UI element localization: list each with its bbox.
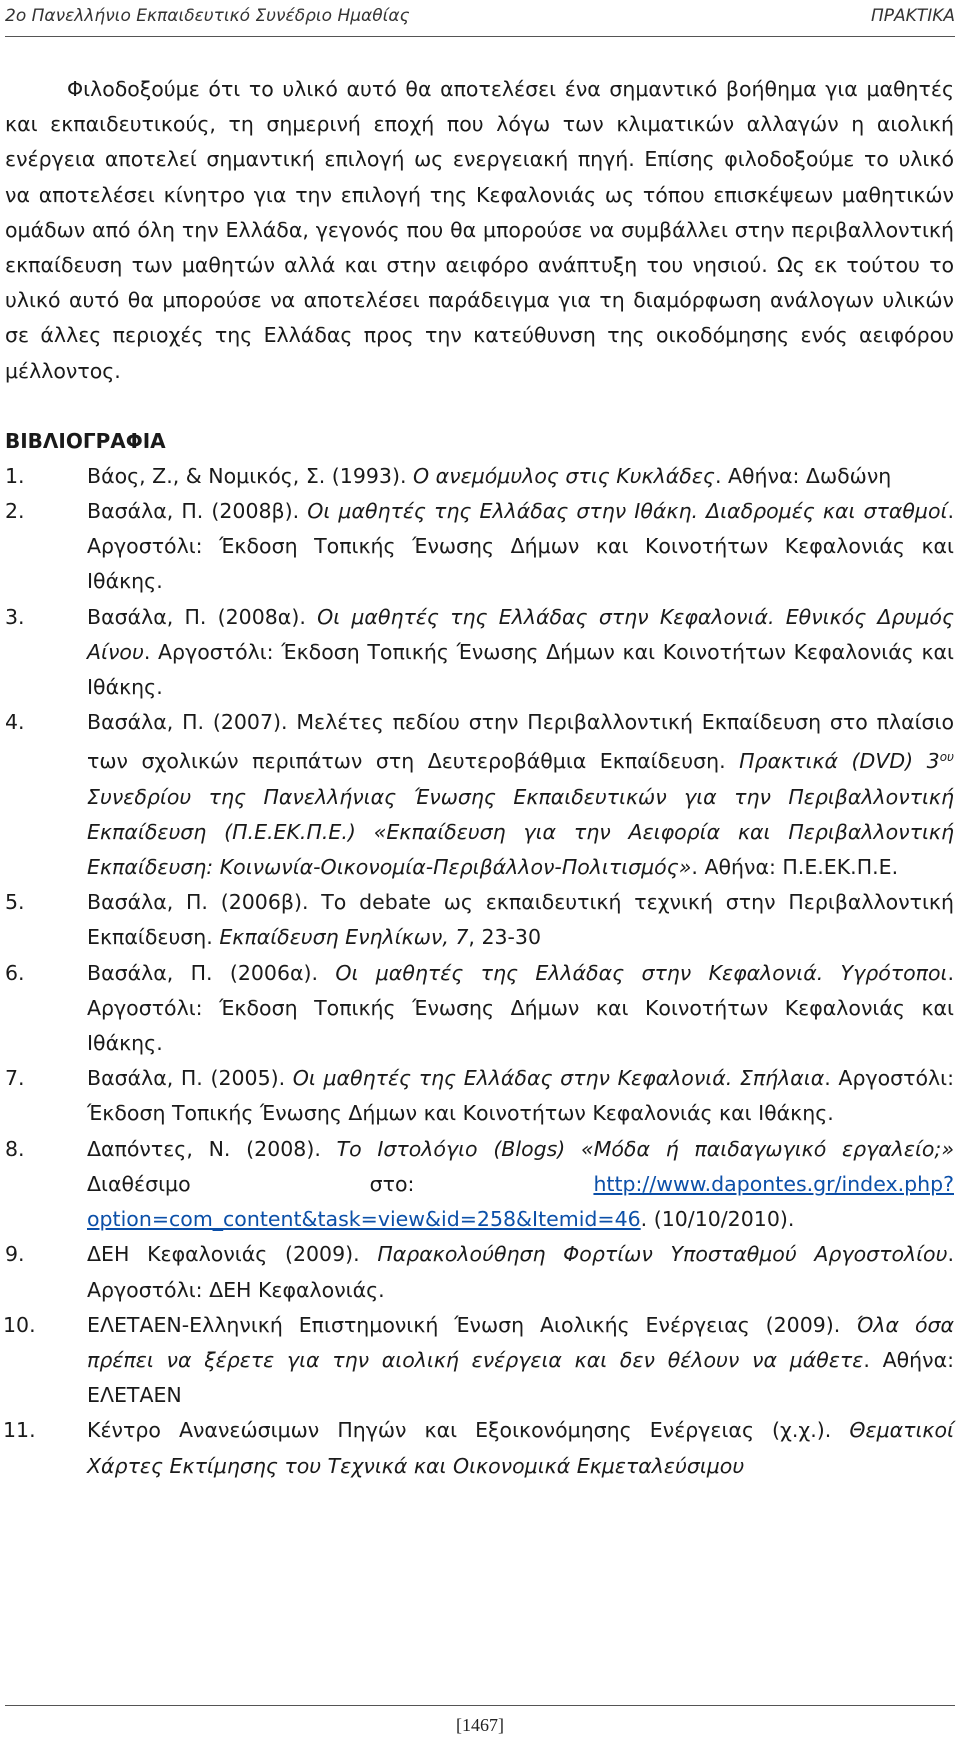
reference-item: 1. Βάος, Ζ., & Νομικός, Σ. (1993). Ο ανεμόμυλος στις Κυκλάδες. Αθήνα: Δωδώνη xyxy=(5,459,954,494)
reference-list xyxy=(5,459,954,1484)
reference-item: 6. Βασάλα, Π. (2006α). Οι μαθητές της Ελλάδας στην Κεφαλονιά. Υγρότοποι. Αργοστόλι: Έκδοση Τοπικής Ένωσης Δήμων και Κοινοτήτων Κεφαλονιάς και Ιθάκης. xyxy=(5,956,954,1062)
reference-number: 2. xyxy=(5,499,25,524)
reference-number: 4. xyxy=(5,710,25,735)
reference-item: 4. Βασάλα, Π. (2007). Μελέτες πεδίου στην Περιβαλλοντική Εκπαίδευση στο πλαίσιο των σχολικών περιπάτων στη Δευτεροβάθμια Εκπαίδευση. Πρακτικά (DVD) $3^{o\upsilon}$ Συνεδρίου της Πανελλήνιας Ένωσης Εκπαιδευτικών για την Περιβαλλοντική Εκπαίδευση (Π.Ε.ΕΚ.Π.Ε.) «Εκπαίδευση για την Αειφορία και Περιβαλλοντική Εκπαίδευση: Κοινωνία-Οικονομία-Περιβάλλον-Πολιτισμός». Αθήνα: Π.Ε.ΕΚ.Π.Ε. xyxy=(5,705,954,885)
reference-number: 10. xyxy=(3,1312,36,1337)
footer-divider xyxy=(5,1705,955,1706)
reference-number: 11. xyxy=(3,1418,36,1443)
reference-number: 7. xyxy=(5,1066,25,1091)
reference-url-link[interactable]: http://www.dapontes.gr/index.php?option=com_content&task=view&id=258&Itemid=46 xyxy=(87,1171,954,1232)
page-header xyxy=(5,0,955,37)
reference-item: 9. ΔΕΗ Κεφαλονιάς (2009). Παρακολούθηση Φορτίων Υποσταθμού Αργοστολίου. Αργοστόλι: ΔΕΗ Κεφαλονιάς. xyxy=(5,1237,954,1307)
reference-item: 11. Κέντρο Ανανεώσιμων Πηγών και Εξοικονόμησης Ενέργειας (χ.χ.). Θεματικοί Χάρτες Εκτίμησης του Τεχνικά και Οικονομικά Εκμεταλεύσιμου xyxy=(5,1413,954,1483)
reference-number: 3. xyxy=(5,604,25,629)
reference-item: 7. Βασάλα, Π. (2005). Οι μαθητές της Ελλάδας στην Κεφαλονιά. Σπήλαια. Αργοστόλι: Έκδοση Τοπικής Ένωσης Δήμων και Κοινοτήτων Κεφαλονιάς και Ιθάκης. xyxy=(5,1061,954,1131)
page-content xyxy=(5,72,954,1484)
bibliography-heading: ΒΙΒΛΙΟΓΡΑΦΙΑ xyxy=(5,428,166,453)
conference-title: 2ο Πανελλήνιο Εκπαιδευτικό Συνέδριο Ημαθίας xyxy=(5,6,410,26)
reference-item: 2. Βασάλα, Π. (2008β). Οι μαθητές της Ελλάδας στην Ιθάκη. Διαδρομές και σταθμοί. Αργοστόλι: Έκδοση Τοπικής Ένωσης Δήμων και Κοινοτήτων Κεφαλονιάς και Ιθάκης. xyxy=(5,494,954,600)
reference-number: 1. xyxy=(5,463,25,488)
reference-item: 3. Βασάλα, Π. (2008α). Οι μαθητές της Ελλάδας στην Κεφαλονιά. Εθνικός Δρυμός Αίνου. Αργοστόλι: Έκδοση Τοπικής Ένωσης Δήμων και Κοινοτήτων Κεφαλονιάς και Ιθάκης. xyxy=(5,600,954,706)
reference-item: 10. ΕΛΕΤΑΕΝ-Ελληνική Επιστημονική Ένωση Αιολικής Ενέργειας (2009). Όλα όσα πρέπει να ξέρετε για την αιολική ενέργεια και δεν θέλουν να μάθετε. Αθήνα: ΕΛΕΤΑΕΝ xyxy=(5,1308,954,1414)
page-number: [1467] xyxy=(456,1715,504,1735)
reference-number: 5. xyxy=(5,890,25,915)
reference-item: 5. Βασάλα, Π. (2006β). Το debate ως εκπαιδευτική τεχνική στην Περιβαλλοντική Εκπαίδευση. Εκπαίδευση Ενηλίκων, 7, 23-30 xyxy=(5,885,954,955)
section-label: ΠΡΑΚΤΙΚΑ xyxy=(871,6,955,26)
reference-item: 8. Δαπόντες, Ν. (2008). Το Ιστολόγιο (Blogs) «Μόδα ή παιδαγωγικό εργαλείο;» Διαθέσιμο στο: http://www.dapontes.gr/index.php?option=com_content&task=view&id=258&Itemid=46. (10/10/2010). xyxy=(5,1132,954,1238)
reference-number: 8. xyxy=(5,1136,25,1161)
reference-number: 9. xyxy=(5,1242,25,1267)
body-paragraph: Φιλοδοξούμε ότι το υλικό αυτό θα αποτελέσει ένα σημαντικό βοήθημα για μαθητές και εκπαιδευτικούς, τη σημερινή εποχή που λόγω των κλιματικών αλλαγών η αιολική ενέργεια αποτελεί σημαντική επιλογή ως ενεργειακή πηγή. Επίσης φιλοδοξούμε το υλικό να αποτελέσει κίνητρο για την επιλογή της Κεφαλονιάς ως τόπου επισκέψεων μαθητικών ομάδων από όλη την Ελλάδα, γεγονός που θα μπορούσε να συμβάλλει στην περιβαλλοντική εκπαίδευση των μαθητών αλλά και στην αειφόρο ανάπτυξη του νησιού. Ως εκ τούτου το υλικό αυτό θα μπορούσε να αποτελέσει παράδειγμα για τη διαμόρφωση ανάλογων υλικών σε άλλες περιοχές της Ελλάδας προς την κατεύθυνση της οικοδόμησης ενός αειφόρου μέλλοντος. xyxy=(5,77,954,383)
reference-number: 6. xyxy=(5,960,25,985)
